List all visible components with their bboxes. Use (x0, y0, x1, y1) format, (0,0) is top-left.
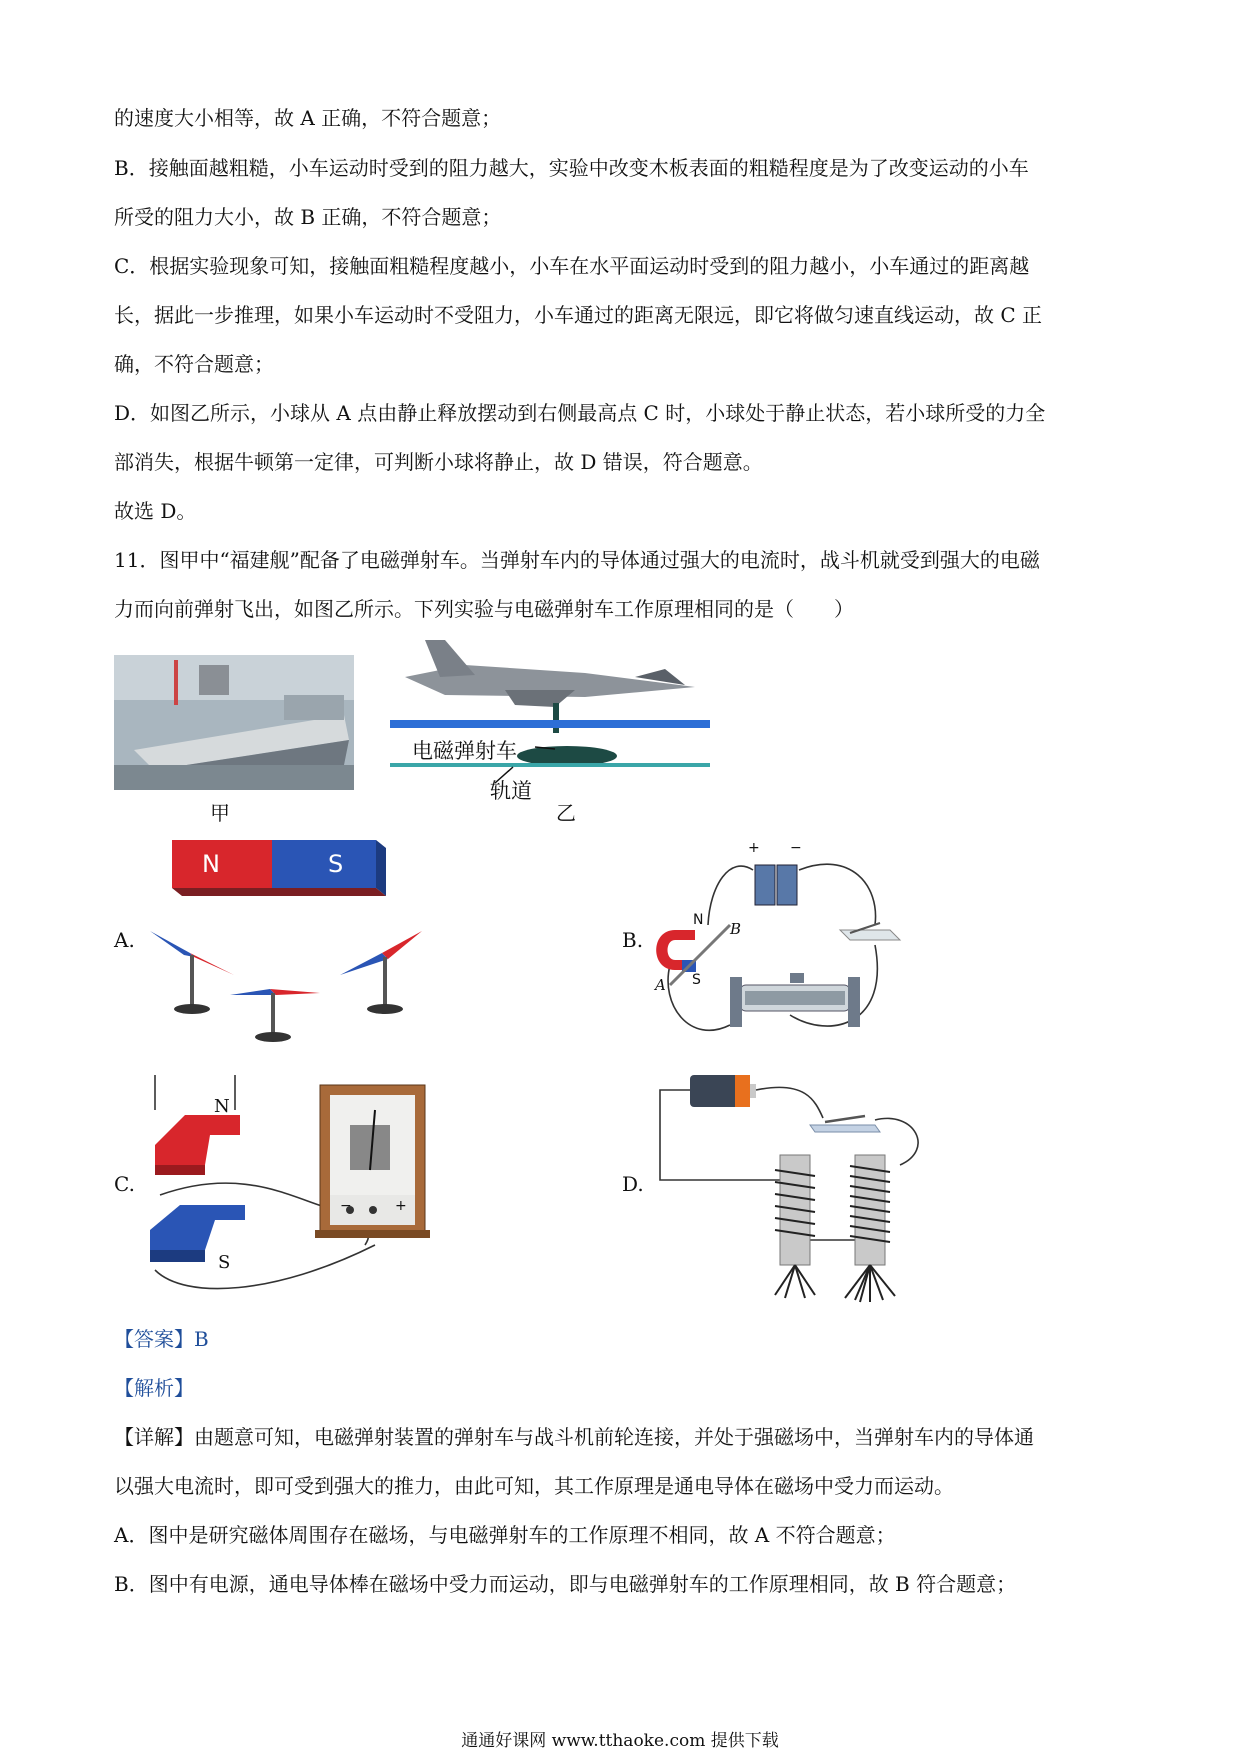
electromagnetic-induction-setup (145, 1070, 435, 1300)
text-line: C．根据实验现象可知，接触面粗糙程度越小，小车在水平面运动时受到的阻力越小，小车通过的距离越 (114, 254, 1030, 278)
bar-magnet-compass-diagram (150, 835, 440, 1045)
text-line: 力而向前弹射飞出，如图乙所示。下列实验与电磁弹射车工作原理相同的是（ ） (114, 597, 854, 621)
detail-line-2: 以强大电流时，即可受到强大的推力，由此可知，其工作原理是通电导体在磁场中受力而运动。 (114, 1474, 954, 1498)
analysis-title: 【解析】 (114, 1376, 194, 1400)
answer-line: 【答案】B (114, 1327, 209, 1351)
text-line: 的速度大小相等，故 A 正确，不符合题意； (114, 106, 502, 130)
option-c-label: C. (114, 1172, 135, 1196)
c-minus-label: − (340, 1198, 352, 1214)
text-line: 长，据此一步推理，如果小车运动时不受阻力，小车通过的距离无限远，即它将做匀速直线运动，故 C 正 (114, 303, 1043, 327)
track-label: 轨道 (490, 779, 532, 803)
c-s-label: S (218, 1252, 231, 1273)
text-line: 故选 D。 (114, 499, 197, 523)
page-footer: 通通好课网 www.tthaoke.com 提供下载 (461, 1731, 779, 1751)
b-s-label: S (692, 972, 701, 988)
detail-line-1: 【详解】由题意可知，电磁弹射装置的弹射车与战斗机前轮连接，并处于强磁场中，当弹射车内的导体通 (114, 1425, 1034, 1449)
energized-conductor-circuit (650, 845, 910, 1050)
electromagnet-circuit (655, 1070, 945, 1305)
b-point-a-label: A (655, 976, 666, 994)
option-b-label: B. (622, 928, 644, 952)
c-n-label: N (214, 1096, 230, 1117)
text-line: 确，不符合题意； (114, 352, 274, 376)
text-line: 部消失，根据牛顿第一定律，可判断小球将静止，故 D 错误，符合题意。 (114, 450, 763, 474)
option-d-figure (655, 1070, 945, 1305)
b-minus-label: − (790, 840, 802, 856)
b-point-b-label: B (730, 920, 742, 938)
option-a-label: A. (114, 928, 135, 952)
catapult-label: 电磁弹射车 (412, 739, 517, 763)
magnet-s-label: S (328, 850, 344, 878)
figure-yi-label: 乙 (556, 801, 576, 825)
option-b-figure (650, 845, 910, 1050)
explanation-option-b: B．图中有电源，通电导体棒在磁场中受力而运动，即与电磁弹射车的工作原理相同，故 B 符合题意； (114, 1572, 1017, 1596)
text-line: 11．图甲中“福建舰”配备了电磁弹射车。当弹射车内的导体通过强大的电流时，战斗机就受到强大的电磁 (114, 548, 1040, 572)
figure-jia-label: 甲 (210, 801, 230, 825)
text-line: B．接触面越粗糙，小车运动时受到的阻力越大，实验中改变木板表面的粗糙程度是为了改变运动的小车 (114, 156, 1029, 180)
text-line: D．如图乙所示，小球从 A 点由静止释放摆动到右侧最高点 C 时，小球处于静止状态，若小球所受的力全 (114, 401, 1046, 425)
option-c-figure (145, 1070, 435, 1300)
c-plus-label: + (395, 1198, 407, 1214)
option-a-figure (150, 835, 440, 1045)
b-n-label: N (693, 912, 704, 928)
figure-jia (114, 655, 354, 790)
carrier-photo (114, 655, 354, 790)
text-line: 所受的阻力大小，故 B 正确，不符合题意； (114, 205, 502, 229)
option-d-label: D. (622, 1172, 644, 1196)
magnet-n-label: N (202, 850, 220, 878)
b-plus-label: + (748, 840, 760, 856)
explanation-option-a: A．图中是研究磁体周围存在磁场，与电磁弹射车的工作原理不相同，故 A 不符合题意； (114, 1523, 896, 1547)
